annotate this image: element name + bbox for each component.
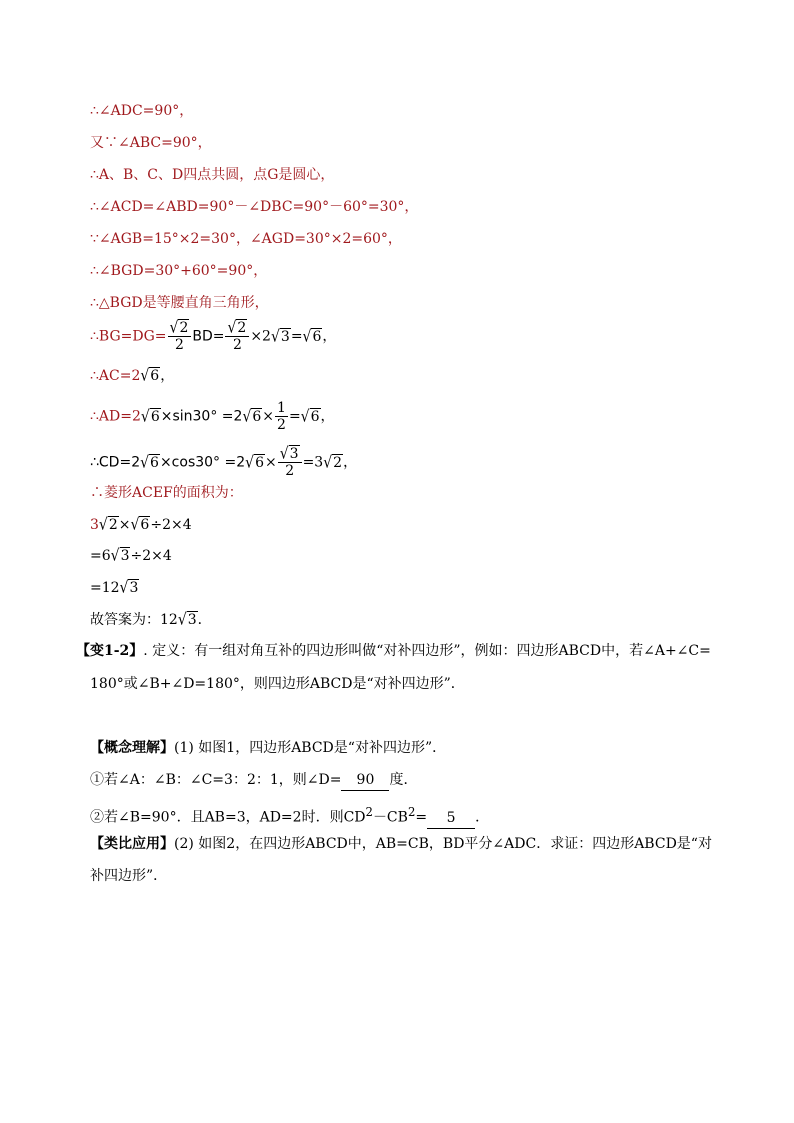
question-2: ②若∠B=90°．且AB=3，AD=2时．则$CD^2-CB^2= 5$ ． [90, 802, 489, 829]
concept-label: 【概念理解】 [90, 740, 174, 756]
solution-line-4: ∴∠ACD=∠ABD=90°－∠DBC=90°－60°=30°， [90, 199, 419, 215]
sqrt-6: √6 [245, 453, 264, 472]
sqrt-6: √6 [242, 407, 262, 426]
solution-line-10: ∴AD=2√6×sin30° =2√6× $\frac{1}{2}$ =√6， [90, 400, 335, 433]
sqrt-3: √3 [177, 610, 197, 630]
solution-line-11: ∴CD=2√6×cos30° =2√6× $\frac{√3}{2}$ =3√2， [90, 444, 358, 479]
problem-statement-line-1: 【变1-2】. 定义：有一组对角互补的四边形叫做“对补四边形”，例如：四边形ABCD中，若∠A+∠C= [76, 643, 711, 659]
sqrt-6: √6 [140, 366, 160, 386]
sqrt-2: √2 [323, 453, 343, 472]
fraction-one-half: $\frac{1}{2}$ [277, 400, 286, 433]
sqrt-3: √3 [270, 327, 290, 346]
sqrt-3: √3 [119, 578, 139, 598]
sqrt-6: √6 [140, 453, 159, 472]
analogy-line-1: 【类比应用】(2) 如图2，在四边形ABCD中，AB=CB，BD平分∠ADC．求证：四边形ABCD是“对 [90, 836, 712, 852]
solution-line-7: ∴△BGD是等腰直角三角形， [90, 295, 269, 311]
sqrt-6: √6 [300, 407, 320, 426]
fraction-sqrt2-over-2: $\frac{√2}{2}$ [168, 320, 192, 353]
analogy-label: 【类比应用】 [90, 836, 174, 852]
solution-line-8: ∴BG=DG= $\frac{√2}{2}$ BD= $\frac{√2}{2}$ ×2√3=√6， [90, 318, 337, 353]
question-1: ①若∠A：∠B：∠C=3：2：1，则∠D= 90 度． [90, 770, 417, 791]
answer-blank-2: 5 [427, 808, 475, 829]
solution-line-12: ∴菱形ACEF的面积为： [90, 485, 243, 501]
sqrt-2: √2 [98, 515, 118, 535]
fraction-sqrt3-over-2: $\frac{√3}{2}$ [278, 446, 302, 479]
solution-line-1: ∴∠ADC=90°， [90, 103, 194, 119]
analogy-line-2: 补四边形”． [90, 868, 168, 884]
sqrt-3: √3 [110, 546, 130, 566]
solution-line-9: ∴AC=2√6， [90, 366, 175, 386]
fraction-sqrt2-over-2: $\frac{√2}{2}$ [225, 320, 249, 353]
problem-label: 【变1-2】 [76, 643, 144, 659]
sqrt-6: √6 [130, 515, 150, 535]
sqrt-6: √6 [302, 327, 322, 346]
solution-line-2: 又∵∠ABC=90°， [90, 135, 212, 151]
bg-dg-text: ∴BG=DG= [90, 328, 167, 345]
concept-heading: 【概念理解】(1) 如图1，四边形ABCD是“对补四边形”． [90, 740, 447, 756]
solution-line-15: =12√3 [90, 578, 139, 598]
answer-line: 故答案为：12√3． [90, 610, 212, 630]
solution-line-5: ∵∠AGB=15°×2=30°，∠AGD=30°×2=60°， [90, 231, 402, 247]
bd-text: BD= [192, 328, 225, 345]
answer-blank-1: 90 [341, 770, 389, 791]
solution-line-13: 3√2×√6÷2×4 [90, 515, 192, 535]
solution-line-3: ∴A、B、C、D四点共圆，点G是圆心， [90, 167, 335, 183]
solution-line-14: =6√3÷2×4 [90, 546, 172, 566]
sqrt-6: √6 [140, 407, 160, 426]
solution-line-6: ∴∠BGD=30°+60°=90°， [90, 263, 268, 279]
problem-statement-line-2: 180°或∠B+∠D=180°，则四边形ABCD是“对补四边形”． [90, 676, 465, 692]
